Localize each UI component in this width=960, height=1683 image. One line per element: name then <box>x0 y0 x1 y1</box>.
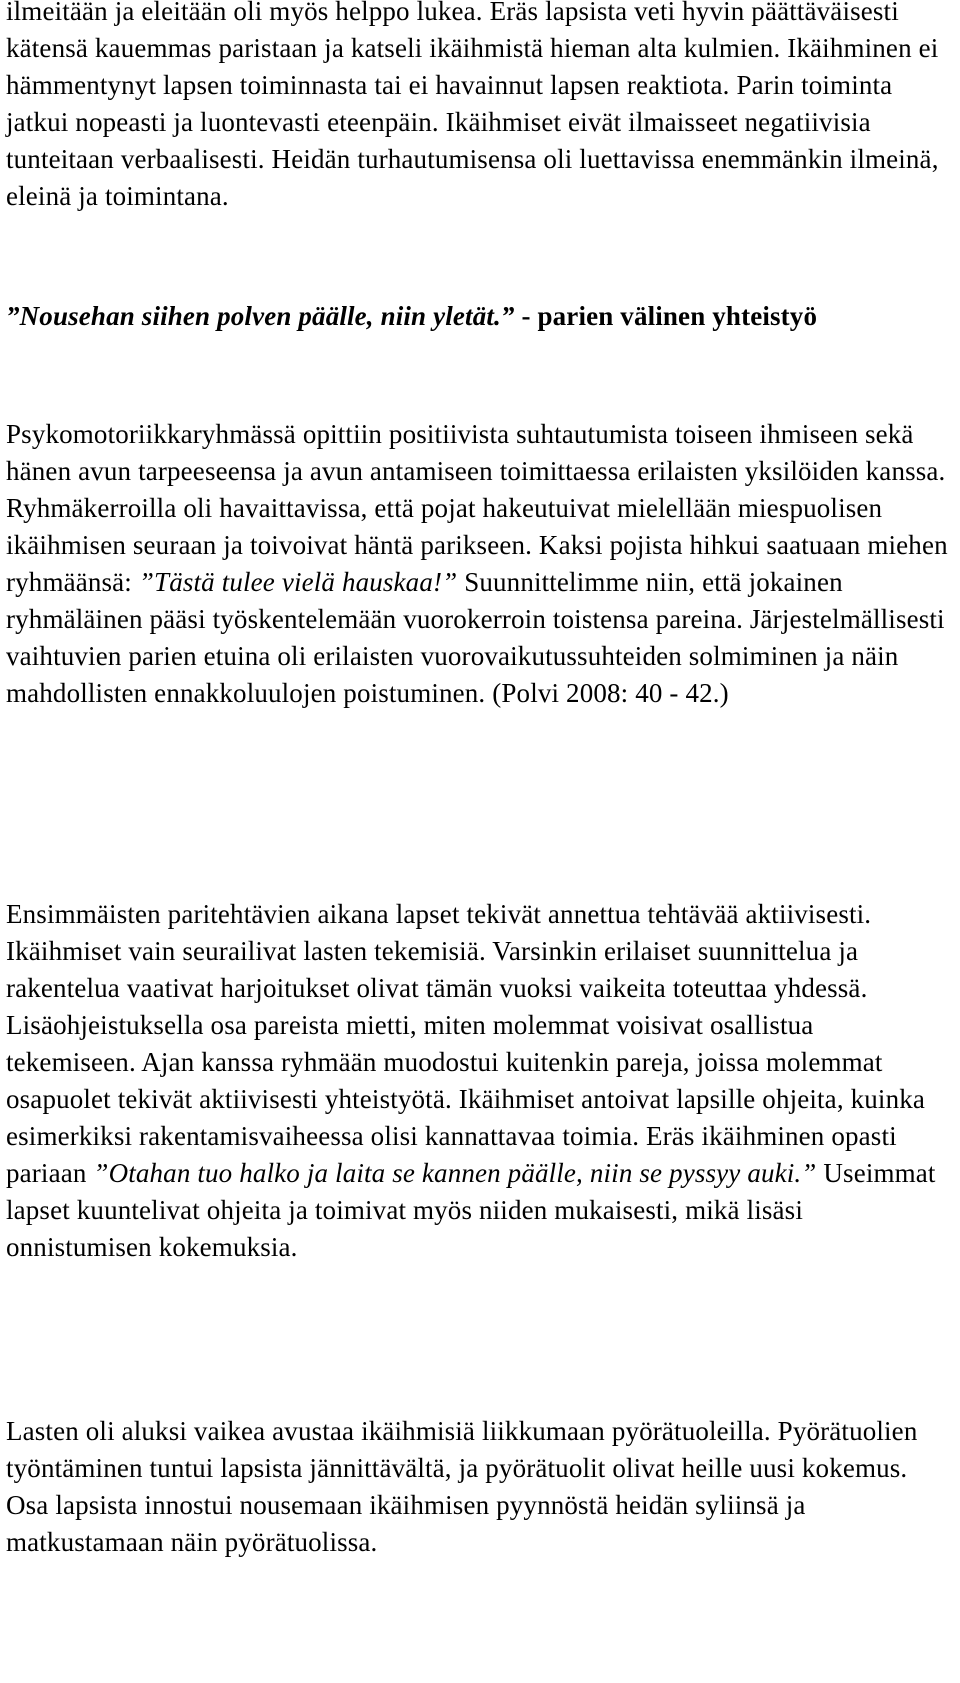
paragraph-2-quote: ”Otahan tuo halko ja laita se kannen päälle, niin se pyssyy auki.” <box>93 1158 817 1188</box>
paragraph-pair-tasks <box>6 896 950 1266</box>
section-heading-text: - parien välinen yhteistyö <box>514 301 818 331</box>
paragraph-2-text-a: Ensimmäisten paritehtävien aikana lapset tekivät annettua tehtävää aktiivisesti. Ikäihmiset vain seurailivat lasten tekemisiä. Varsinkin erilaiset suunnittelua ja rakentelua vaativat harjoitukset olivat tämän vuoksi vaikeita toteuttaa yhdessä. Lisäohjeistuksella osa pareista mietti, miten molemmat voisivat osallistua tekemiseen. Ajan kanssa ryhmään muodostui kuitenkin pareja, joissa molemmat osapuolet tekivät aktiivisesti yhteistyötä. Ikäihmiset antoivat lapsille ohjeita, kuinka esimerkiksi rakentamisvaiheessa olisi kannattavaa toimia. Eräs ikäihminen opasti pariaan <box>6 899 926 1188</box>
section-heading <box>6 298 950 335</box>
paragraph-1-text-a: Psykomotoriikkaryhmässä opittiin positiivista suhtautumista toiseen ihmiseen sekä hänen avun tarpeeseensa ja avun antamiseen toimittaessa erilaisten yksilöiden kanssa. Ryhmäkerroilla oli havaittavissa, että pojat hakeutuivat mielellään miespuolisen ikäihmisen seuraan ja toivoivat häntä parikseen. Kaksi pojista hihkui saatuaan miehen ryhmäänsä: <box>6 419 948 597</box>
section-heading-quote: ”Nousehan siihen polven päälle, niin yletät.” <box>6 301 515 331</box>
paragraph-wheelchairs: Lasten oli aluksi vaikea avustaa ikäihmisiä liikkumaan pyörätuoleilla. Pyörätuolien työntäminen tuntui lapsista jännittävältä, ja pyörätuolit olivat heille uusi kokemus. Osa lapsista innostui nousemaan ikäihmisen pyynnöstä heidän syliinsä ja matkustamaan näin pyörätuolissa. <box>6 1416 918 1557</box>
paragraph-pair-collaboration <box>6 416 950 712</box>
paragraph-1-quote: ”Tästä tulee vielä hauskaa!” <box>138 567 458 597</box>
intro-paragraph: ilmeitään ja eleitään oli myös helppo lukea. Eräs lapsista veti hyvin päättäväisesti kätensä kauemmas paristaan ja katseli ikäihmistä hieman alta kulmien. Ikäihminen ei hämmentynyt lapsen toiminnasta tai ei havainnut lapsen reaktiota. Parin toiminta jatkui nopeasti ja luontevasti eteenpäin. Ikäihmiset eivät ilmaisseet negatiivisia tunteitaan verbaalisesti. Heidän turhautumisensa oli luettavissa enemmänkin ilmeinä, eleinä ja toimintana. <box>6 0 939 211</box>
paragraph-1-text-b: Suunnittelimme niin, että jokainen ryhmäläinen pääsi työskentelemään vuorokerroin toistensa pareina. Järjestelmällisesti vaihtuvien parien etuina oli erilaisten vuorovaikutussuhteiden solmiminen ja näin mahdollisten ennakkoluulojen poistuminen. (Polvi 2008: 40 - 42.) <box>6 567 945 708</box>
paragraph-2-text-b: Useimmat lapset kuuntelivat ohjeita ja toimivat myös niiden mukaisesti, mikä lisäsi onnistumisen kokemuksia. <box>6 1158 936 1262</box>
